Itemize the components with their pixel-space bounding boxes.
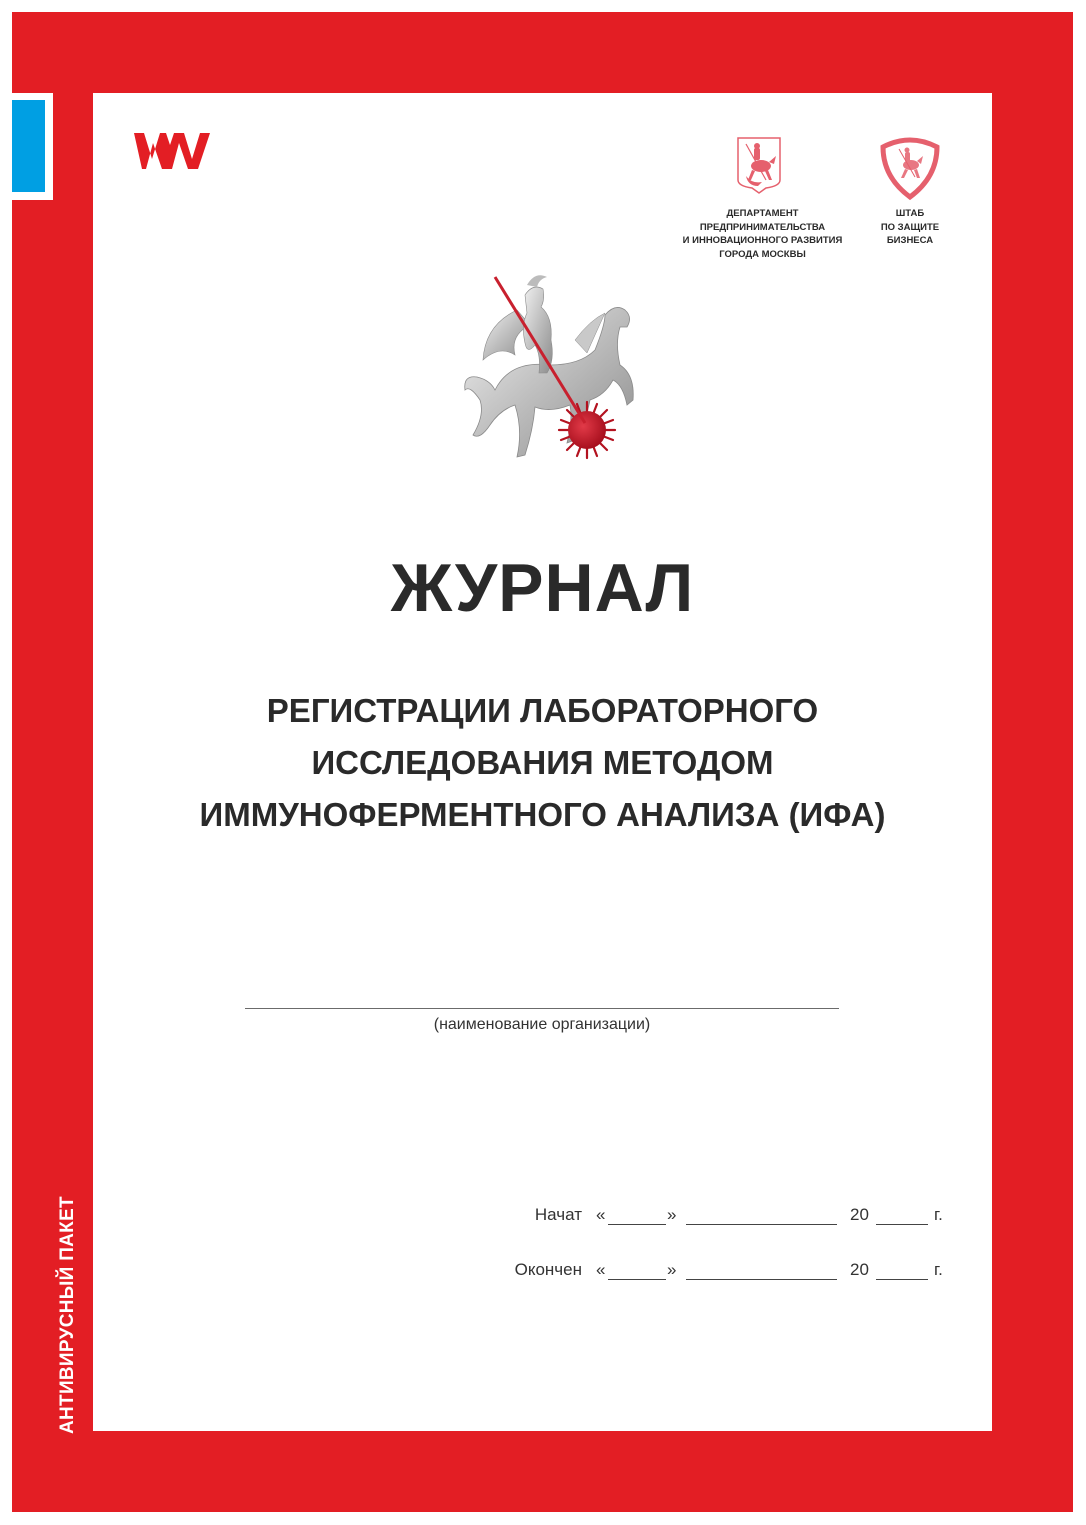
organization-name-hint: (наименование организации) xyxy=(433,1016,651,1033)
close-quote: » xyxy=(667,1205,677,1224)
department-caption: ДЕПАРТАМЕНТ ПРЕДПРИНИМАТЕЛЬСТВА И ИННОВАЦИОННОГО РАЗВИТИЯ ГОРОДА МОСКВЫ xyxy=(682,208,843,260)
start-date-row xyxy=(440,1205,950,1231)
shtab-caption: ШТАБ ПО ЗАЩИТЕ БИЗНЕСА xyxy=(880,208,940,246)
document-title: ЖУРНАЛ xyxy=(390,550,695,626)
spine-label: АНТИВИРУСНЫЙ ПАКЕТ xyxy=(57,1196,78,1434)
end-date-label: Окончен xyxy=(514,1260,582,1279)
century-prefix: 20 xyxy=(850,1260,869,1279)
open-quote: « xyxy=(596,1260,606,1279)
end-day-field[interactable] xyxy=(608,1279,666,1280)
start-year-field[interactable] xyxy=(876,1224,928,1225)
wv-logo-icon xyxy=(134,133,218,169)
saint-george-with-virus-icon xyxy=(455,265,655,475)
year-suffix: г. xyxy=(934,1260,943,1279)
moscow-coat-of-arms-icon xyxy=(736,136,782,194)
year-suffix: г. xyxy=(934,1205,943,1224)
end-month-field[interactable] xyxy=(686,1279,837,1280)
document-subtitle: РЕГИСТРАЦИИ ЛАБОРАТОРНОГО ИССЛЕДОВАНИЯ МЕТОДОМ ИММУНОФЕРМЕНТНОГО АНАЛИЗА (ИФА) xyxy=(199,692,886,833)
business-protection-shield-icon xyxy=(877,135,943,201)
century-prefix: 20 xyxy=(850,1205,869,1224)
end-date-row xyxy=(440,1260,950,1286)
end-year-field[interactable] xyxy=(876,1279,928,1280)
blue-index-tab xyxy=(12,100,45,192)
start-day-field[interactable] xyxy=(608,1224,666,1225)
start-date-label: Начат xyxy=(534,1205,582,1224)
organization-name-field[interactable] xyxy=(245,1008,839,1009)
start-month-field[interactable] xyxy=(686,1224,837,1225)
open-quote: « xyxy=(596,1205,606,1224)
close-quote: » xyxy=(667,1260,677,1279)
